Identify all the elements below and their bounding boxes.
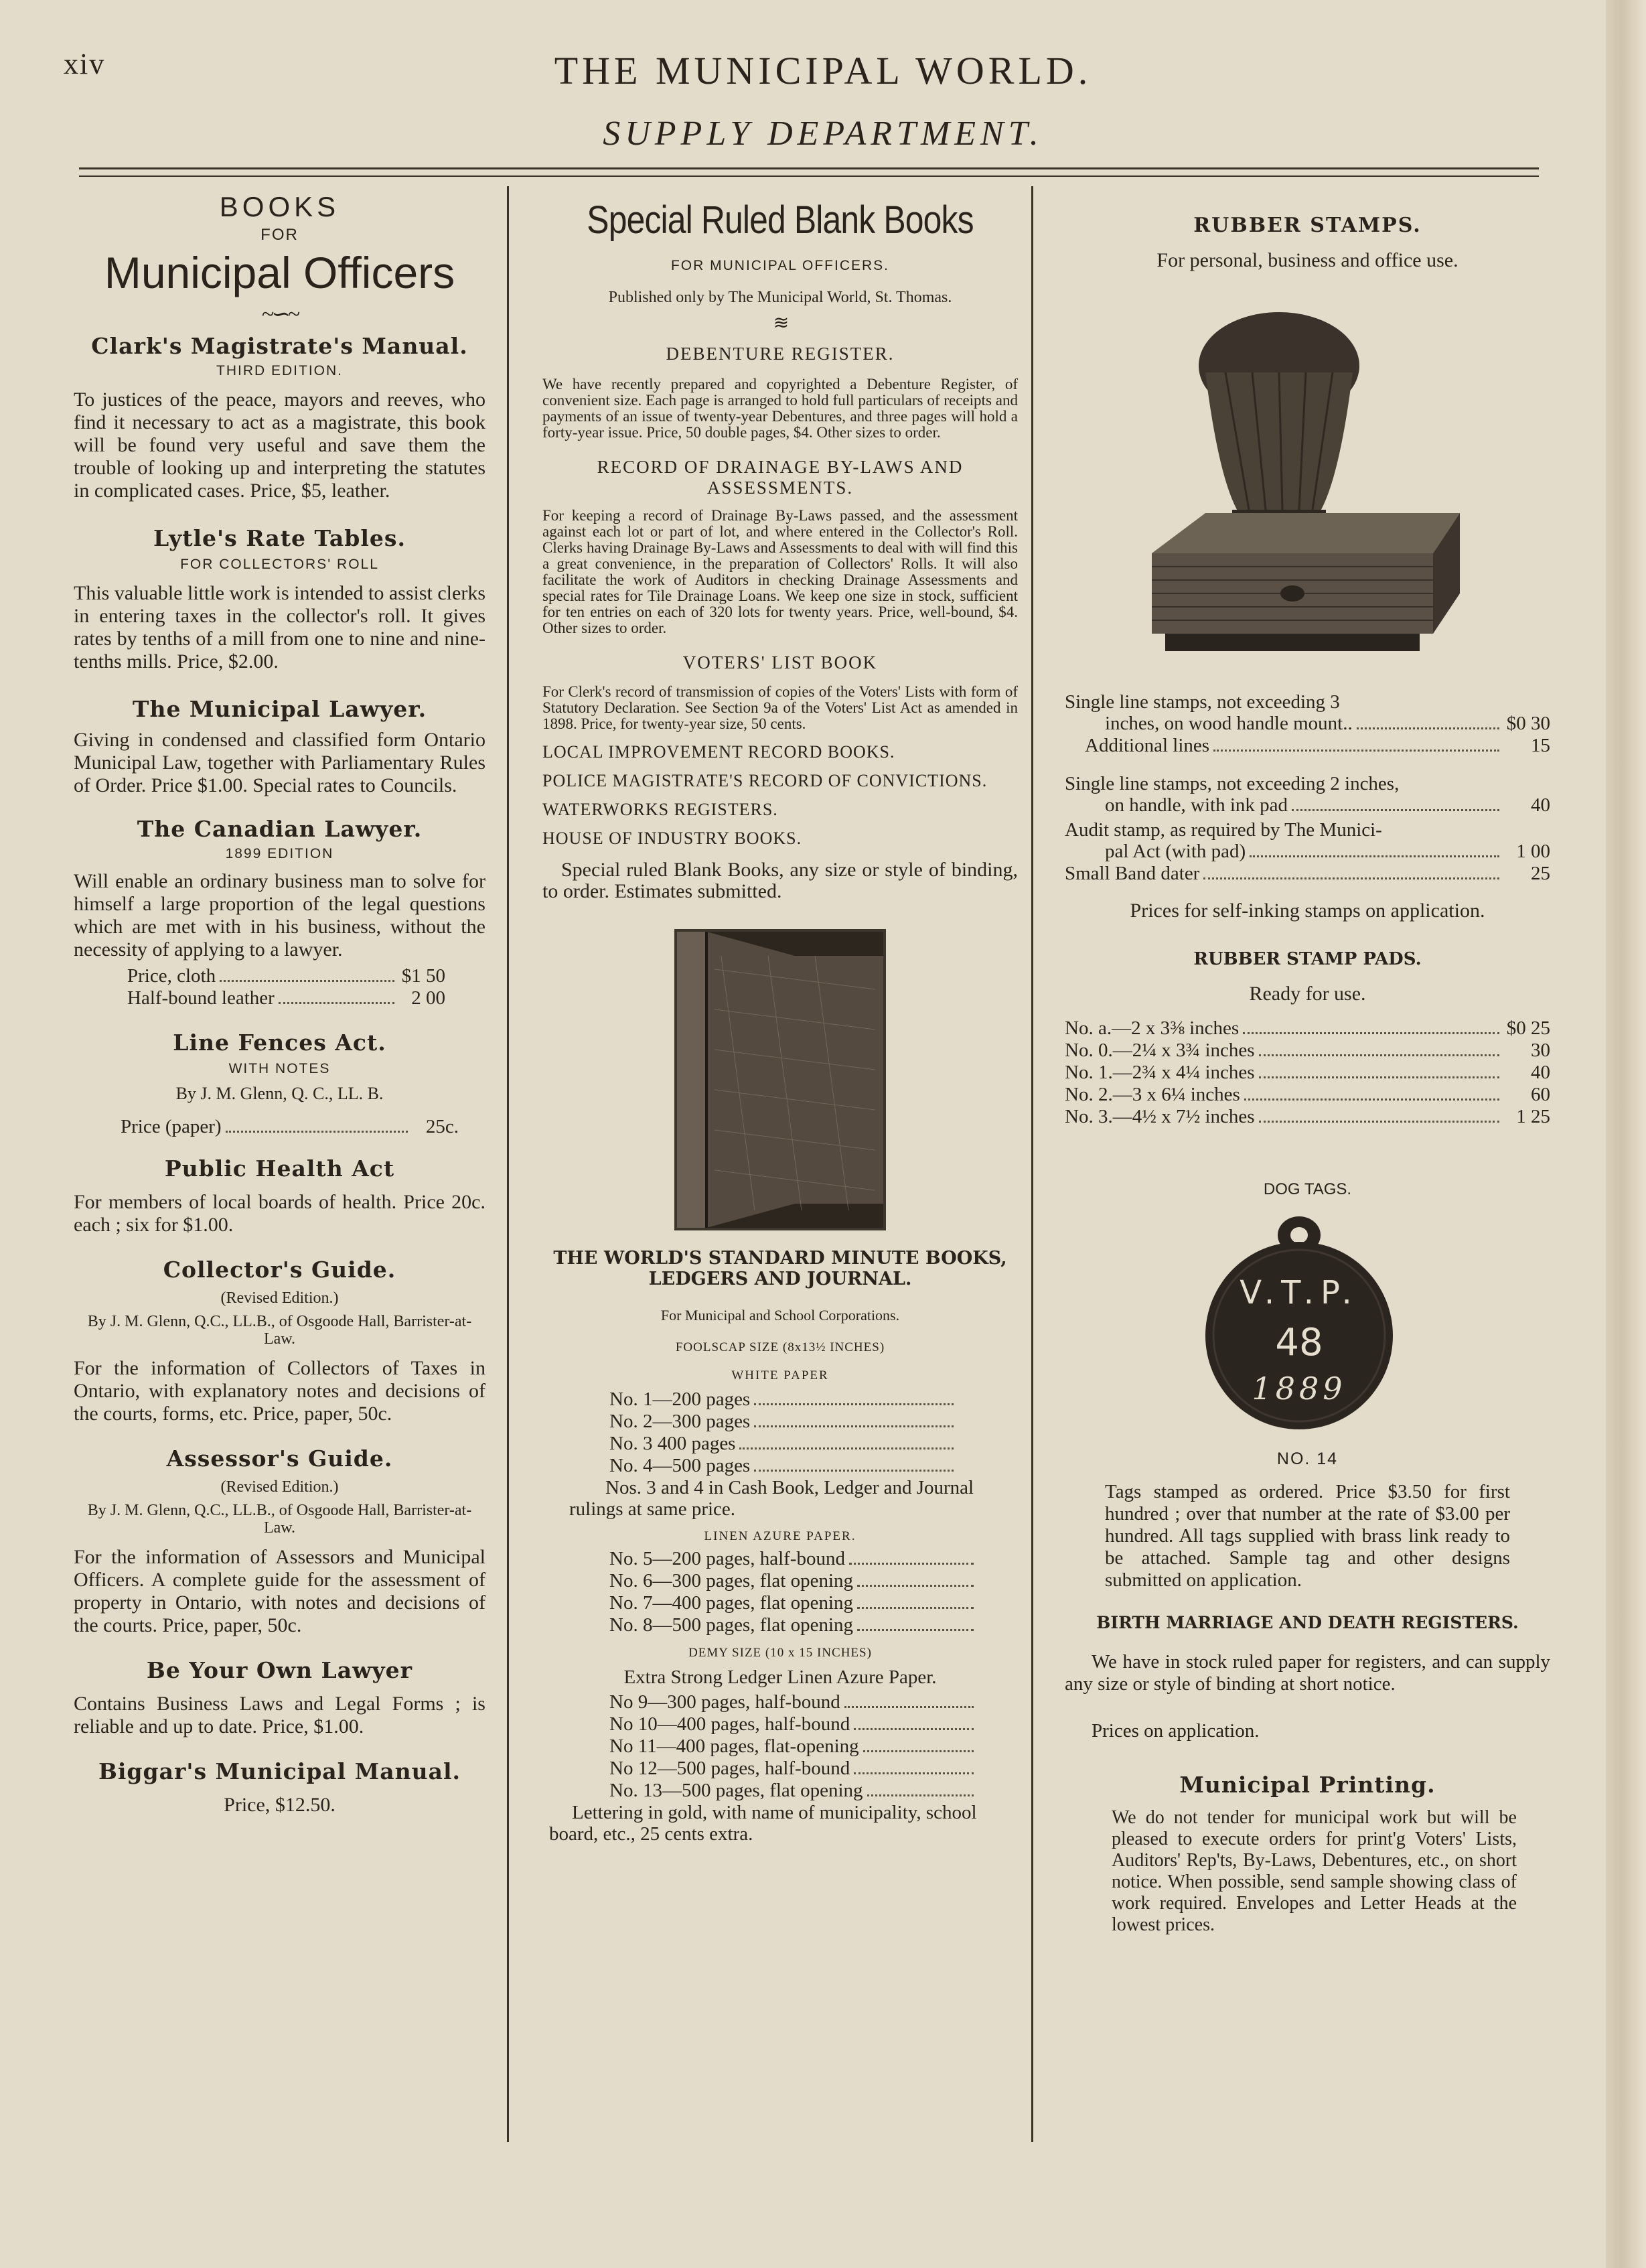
price-amount: $0 25 — [1506, 1017, 1550, 1039]
price-amount: 2 00 — [411, 987, 445, 1009]
book-notes: WITH NOTES — [228, 1061, 331, 1076]
linen-paper-list — [542, 1548, 1018, 1636]
registers-title: BIRTH MARRIAGE AND DEATH REGISTERS. — [1096, 1613, 1519, 1632]
price-label: No. 1.—2¾ x 4¼ inches — [1065, 1062, 1255, 1083]
publisher-note: Published only by The Municipal World, St. Thomas. — [608, 289, 952, 306]
book-title: Collector's Guide. — [163, 1257, 396, 1283]
book-description: To justices of the peace, mayors and reeves, who find it necessary to act as a magistrate, this book will be found very useful and save them the trouble of looking up and interpreting the statutes in complicated cases. Price, $5, leather. — [74, 388, 485, 502]
flourish-ornament: ~∽~ — [261, 302, 298, 327]
list-item: No 12—500 pages, half-bound — [609, 1758, 978, 1780]
stamp-pads-list — [1065, 1017, 1550, 1128]
price-amount: 25c. — [425, 1116, 459, 1137]
book-description: For the information of Collectors of Taxes in Ontario, with explanatory notes and decisions of the courts, forms, etc. Price, paper, 50c. — [74, 1357, 485, 1425]
price-label: No. 3.—4½ x 7½ inches — [1065, 1106, 1255, 1127]
price-row — [1065, 1040, 1550, 1062]
rubber-stamp-image — [1138, 312, 1473, 667]
book-author: By J. M. Glenn, Q.C., LL.B., of Osgoode Hall, Barrister-at-Law. — [87, 1502, 472, 1537]
ornament-icon: ≋ — [773, 313, 788, 334]
price-amount: 1 25 — [1516, 1106, 1550, 1127]
rubber-stamps-title: RUBBER STAMPS. — [1193, 214, 1422, 237]
page-number: xiv — [64, 48, 106, 80]
book-title: The Municipal Lawyer. — [132, 696, 427, 722]
book-edition: 1899 EDITION — [225, 846, 334, 861]
book-author: By J. M. Glenn, Q.C., LL.B., of Osgoode Hall, Barrister-at-Law. — [87, 1313, 472, 1348]
section-text: For Clerk's record of transmission of copies of the Voters' Lists with form of Statutory Declaration. See Section 9a of the Voters' List Act as amended in 1898. Price, for twenty-year size, 50 cents. — [542, 683, 1018, 732]
list-item: No 11—400 pages, flat-opening — [609, 1735, 978, 1758]
list-item: POLICE MAGISTRATE'S RECORD OF CONVICTIONS. — [542, 771, 988, 790]
price-row — [1065, 863, 1550, 885]
blank-books-subheading: FOR MUNICIPAL OFFICERS. — [670, 258, 889, 273]
book-description: For the information of Assessors and Municipal Officers. A complete guide for the assessment of property in Ontario, with notes and decisions of the courts. Price, paper, 50c. — [74, 1546, 485, 1636]
list-item: No. 1—200 pages — [609, 1389, 958, 1411]
book-edition: (Revised Edition.) — [220, 1289, 339, 1307]
column-divider-1 — [507, 186, 509, 2142]
price-label: Additional lines — [1085, 735, 1210, 756]
price-amount: 40 — [1531, 794, 1550, 816]
price-label: No. a.—2 x 3⅜ inches — [1065, 1017, 1240, 1039]
price-label: inches, on wood handle mount.. — [1105, 713, 1353, 734]
price-label: pal Act (with pad) — [1105, 841, 1246, 862]
list-item: WATERWORKS REGISTERS. — [542, 800, 778, 819]
price-amount: $0 30 — [1506, 713, 1550, 734]
price-label: Price (paper) — [121, 1116, 222, 1137]
price-row — [127, 987, 445, 1009]
price-label: Price, cloth — [127, 965, 216, 987]
book-description: Contains Business Laws and Legal Forms ; is reliable and up to date. Price, $1.00. — [74, 1693, 485, 1738]
section-text: We have recently prepared and copyrighted a Debenture Register, of convenient size. Each page is arranged to hold full particulars of receipts and payments of an issue of twenty-year Debentures, and three pages will hold a forty-year issue. Price, 50 double pages, $4. Other sizes to order. — [542, 376, 1018, 441]
minute-book-image — [674, 929, 886, 1230]
book-title: Be Your Own Lawyer — [146, 1657, 413, 1683]
book-edition: THIRD EDITION. — [216, 363, 343, 378]
price-amount: 40 — [1531, 1062, 1550, 1083]
printing-description: We do not tender for municipal work but will be pleased to execute orders for print'g Voters' Lists, Auditors' Rep'ts, By-Laws, Debentures, etc., on short notice. When possible, send sample showing class of work required. Envelopes and Letter Heads at the lowest prices. — [1112, 1807, 1517, 1935]
list-item: No 9—300 pages, half-bound — [609, 1691, 978, 1713]
book-description: For members of local boards of health. Price 20c. each ; six for $1.00. — [74, 1191, 485, 1236]
book-author: By J. M. Glenn, Q. C., LL. B. — [175, 1084, 384, 1103]
price-row — [1065, 794, 1550, 817]
demy-list — [542, 1691, 1018, 1802]
book-title: Biggar's Municipal Manual. — [98, 1758, 461, 1784]
stamp-price-line: Single line stamps, not exceeding 2 inches, — [1065, 773, 1400, 794]
list-item: No. 7—400 pages, flat opening — [609, 1592, 978, 1614]
book-description: Will enable an ordinary business man to solve for himself a large proportion of the legal questions which are met with in his business, without the necessity of applying to a lawyer. — [74, 870, 485, 961]
price-row — [1065, 1084, 1550, 1106]
price-amount: 15 — [1531, 735, 1550, 756]
white-paper-list — [542, 1389, 1018, 1477]
list-item: No 10—400 pages, half-bound — [609, 1713, 978, 1735]
price-label: Small Band dater — [1065, 863, 1200, 884]
price-list — [74, 1116, 485, 1138]
tag-year: 1889 — [1252, 1370, 1347, 1407]
price-row — [1065, 841, 1550, 863]
section-title: RECORD OF DRAINAGE BY-LAWS AND ASSESSMENTS. — [597, 457, 964, 498]
tag-letters: V.T.P. — [1240, 1274, 1359, 1312]
book-price: Price, $12.50. — [224, 1794, 335, 1816]
book-subtitle: FOR COLLECTORS' ROLL — [180, 557, 379, 572]
dog-tag-image — [1202, 1215, 1403, 1436]
price-row — [127, 965, 445, 987]
list-item: HOUSE OF INDUSTRY BOOKS. — [542, 829, 802, 848]
department-title: SUPPLY DEPARTMENT. — [603, 115, 1043, 153]
price-row — [1065, 735, 1550, 757]
books-heading: BOOKS — [219, 191, 340, 222]
book-title: Clark's Magistrate's Manual. — [91, 333, 468, 359]
header-rule-bottom — [79, 175, 1539, 177]
white-paper-heading: WHITE PAPER — [731, 1368, 829, 1383]
record-books-list — [542, 741, 1018, 849]
section-text: For keeping a record of Drainage By-Laws passed, and the assessment against each lot or part of lot, and where entered in the Collector's Roll. Clerks having Drainage By-Laws and Assessments to deal with will find this a great convenience, in the preparation of Collectors' Rolls. It will also facilitate the work of Auditors in checking Drainage Assessments and special rates for Tile Drainage Loans. We keep one size in stock, sufficient for ten entries on each of 320 lots for twenty years. Price, well-bound, $4. Other sizes to order. — [542, 507, 1018, 636]
price-row — [121, 1116, 459, 1138]
stamp-prices — [1065, 691, 1550, 885]
blank-books-column — [542, 191, 1018, 1845]
linen-paper-heading: LINEN AZURE PAPER. — [704, 1529, 856, 1543]
list-item: No. 4—500 pages — [609, 1455, 958, 1477]
tags-description: Tags stamped as ordered. Price $3.50 for first hundred ; over that number at the rate of $3.00 per hundred. All tags supplied with brass link ready to be attached. Sample tag and other designs submitted on application. — [1105, 1481, 1510, 1591]
header-rule-top — [79, 167, 1539, 169]
list-item: No. 8—500 pages, flat opening — [609, 1614, 978, 1636]
stamp-price-line: Audit stamp, as required by The Munici- — [1065, 819, 1382, 841]
column-divider-2 — [1031, 186, 1033, 2142]
book-title: Assessor's Guide. — [166, 1445, 393, 1472]
list-item: No. 2—300 pages — [609, 1411, 958, 1433]
stamp-pads-subtitle: Ready for use. — [1249, 983, 1366, 1005]
demy-size-heading: DEMY SIZE (10 x 15 INCHES) — [688, 1646, 872, 1660]
list-item: No. 13—500 pages, flat opening — [609, 1780, 978, 1802]
list-item: No. 6—300 pages, flat opening — [609, 1570, 978, 1592]
price-label: No. 0.—2¼ x 3¾ inches — [1065, 1040, 1255, 1061]
book-description: This valuable little work is intended to assist clerks in entering taxes in the collector's roll. It gives rates by tenths of a mill from one to nine and nine-tenths mills. Price, $2.00. — [74, 582, 485, 672]
book-edition: (Revised Edition.) — [220, 1478, 339, 1496]
self-inking-note: Prices for self-inking stamps on application. — [1130, 900, 1485, 922]
section-title: VOTERS' LIST BOOK — [682, 652, 878, 672]
price-list — [74, 965, 485, 1009]
stamp-pads-title: RUBBER STAMP PADS. — [1193, 949, 1422, 969]
books-heading-for: FOR — [260, 226, 299, 244]
minute-books-title: THE WORLD'S STANDARD MINUTE BOOKS, LEDGERS AND JOURNAL. — [553, 1248, 1007, 1289]
minute-books-subtitle: For Municipal and School Corporations. — [660, 1307, 900, 1324]
minute-book-icon — [674, 929, 886, 1230]
price-amount: 25 — [1531, 863, 1550, 884]
books-heading-main: Municipal Officers — [104, 248, 455, 297]
list-item: No. 3 400 pages — [609, 1433, 958, 1455]
list-item: No. 5—200 pages, half-bound — [609, 1548, 978, 1570]
book-title: The Canadian Lawyer. — [137, 816, 423, 842]
price-label: No. 2.—3 x 6¼ inches — [1065, 1084, 1240, 1105]
rulings-note: Nos. 3 and 4 in Cash Book, Ledger and Journal rulings at same price. — [569, 1477, 974, 1520]
section-title: DEBENTURE REGISTER. — [666, 344, 895, 364]
blank-books-heading: Special Ruled Blank Books — [587, 198, 974, 242]
price-row — [1065, 713, 1550, 735]
special-books-note: Special ruled Blank Books, any size or style of binding, to order. Estimates submitted. — [542, 859, 1018, 902]
book-title: Line Fences Act. — [173, 1030, 386, 1056]
foolscap-size: FOOLSCAP SIZE (8x13½ INCHES) — [675, 1340, 885, 1354]
printing-title: Municipal Printing. — [1179, 1772, 1436, 1798]
tag-catalog-number: NO. 14 — [1276, 1449, 1339, 1468]
price-amount: $1 50 — [401, 965, 445, 987]
registers-description: We have in stock ruled paper for registers, and can supply any size or style of binding at short notice. — [1065, 1651, 1550, 1695]
price-amount: 30 — [1531, 1040, 1550, 1061]
price-label: Half-bound leather — [127, 987, 275, 1009]
list-item: LOCAL IMPROVEMENT RECORD BOOKS. — [542, 742, 895, 762]
lettering-note: Lettering in gold, with name of municipality, school board, etc., 25 cents extra. — [549, 1802, 977, 1845]
stamps-column — [1065, 191, 1550, 1936]
price-label: on handle, with ink pad — [1105, 794, 1288, 816]
price-row — [1065, 1106, 1550, 1128]
book-description: Giving in condensed and classified form Ontario Municipal Law, together with Parliamentary Rules of Order. Price $1.00. Special rates to Councils. — [74, 729, 485, 796]
tag-number: 48 — [1275, 1321, 1323, 1364]
price-row — [1065, 1017, 1550, 1040]
book-title: Lytle's Rate Tables. — [153, 525, 406, 551]
masthead: THE MUNICIPAL WORLD. — [554, 49, 1092, 92]
stamp-price-line: Single line stamps, not exceeding 3 — [1065, 691, 1340, 713]
price-amount: 1 00 — [1516, 841, 1550, 862]
rubber-stamp-icon — [1138, 312, 1473, 667]
dog-tags-title: DOG TAGS. — [1263, 1180, 1352, 1198]
price-row — [1065, 1062, 1550, 1084]
price-amount: 60 — [1531, 1084, 1550, 1105]
book-title: Public Health Act — [164, 1155, 395, 1182]
page-edge — [1606, 0, 1646, 2268]
books-column — [74, 191, 485, 1817]
rubber-stamps-subtitle: For personal, business and office use. — [1156, 249, 1458, 271]
demy-paper-note: Extra Strong Ledger Linen Azure Paper. — [623, 1667, 937, 1688]
registers-prices: Prices on application. — [1092, 1720, 1260, 1742]
